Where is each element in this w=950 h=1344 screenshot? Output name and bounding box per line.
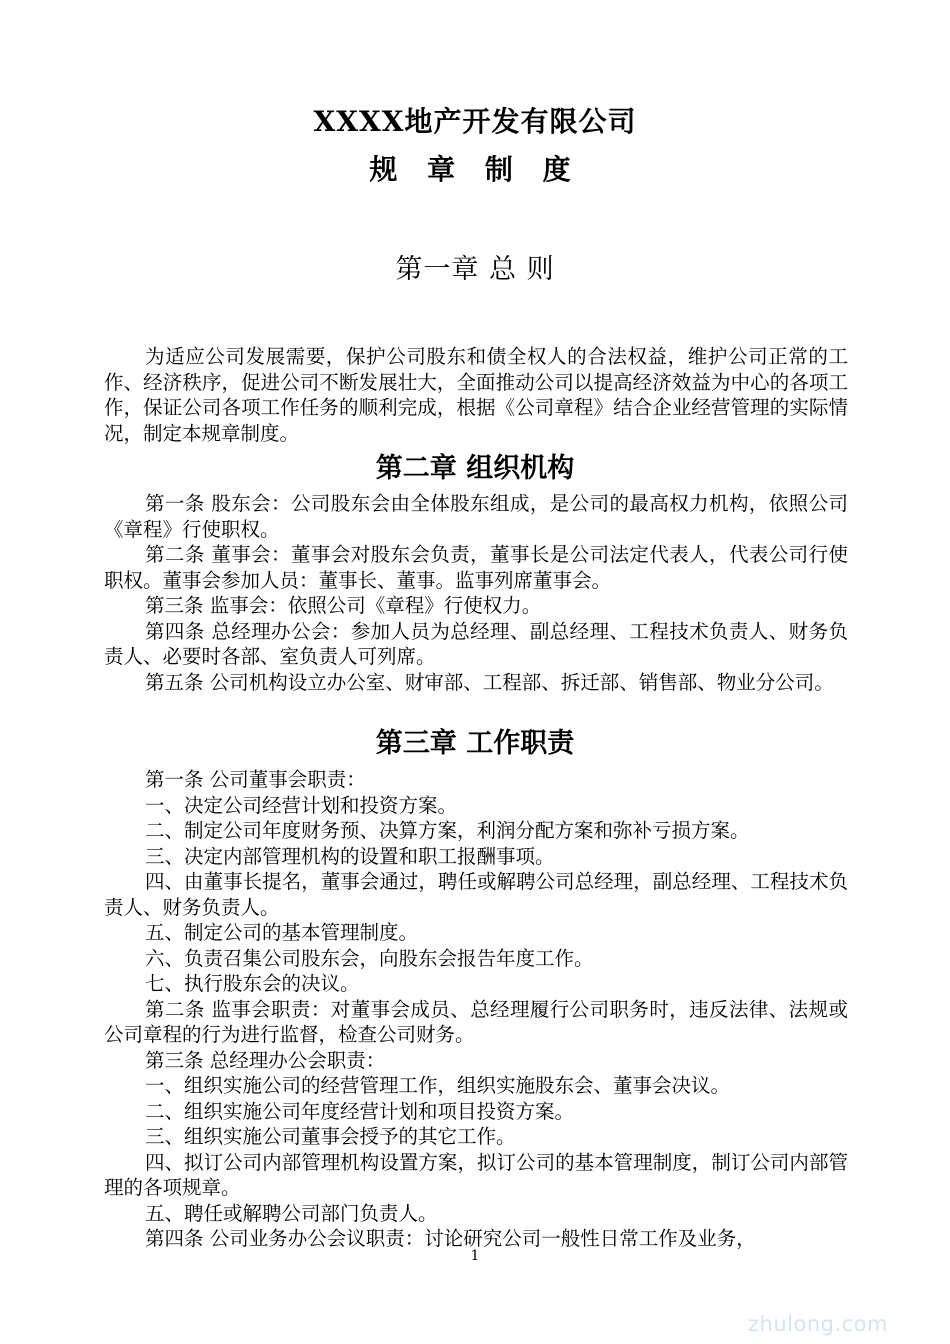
chapter-3-line: 第三条 总经理办公会职责： [145, 1048, 386, 1072]
chapter-3-line: 六、负责召集公司股东会，向股东会报告年度工作。 [145, 946, 594, 970]
chapter-3-line: 第四条 公司业务办公会议职责：讨论研究公司一般性日常工作及业务， [145, 1227, 756, 1250]
page-number: 1 [470, 1248, 480, 1264]
chapter-2-article-5: 第五条 公司机构设立办公室、财审部、工程部、拆迁部、销售部、物业分公司。 [145, 670, 834, 694]
chapter-3-line: 四、由董事长提名，董事会通过，聘任或解聘公司总经理，副总经理、工程技术负责人、财务负责人。 [104, 870, 848, 919]
chapter-3-line: 二、制定公司年度财务预、决算方案，利润分配方案和弥补亏损方案。 [145, 819, 750, 842]
intro-paragraph: 为适应公司发展需要，保护公司股东和债全权人的合法权益，维护公司正常的工作、经济秩序，促进公司不断发展壮大，全面推动公司以提高经济效益为中心的各项工作，保证公司各项工作任务的顺利完成，根据《公司章程》结合企业经营管理的实际情况，制定本规章制度。 [104, 345, 848, 445]
chapter-3-line: 一、决定公司经营计划和投资方案。 [145, 793, 458, 817]
chapter-2-article-2: 第二条 董事会：董事会对股东会负责，董事长是公司法定代表人，代表公司行使职权。董事会参加人员：董事长、董事。监事列席董事会。 [104, 543, 848, 592]
company-title: XXXX地产开发有限公司 [313, 105, 637, 138]
chapter-3-line: 五、聘任或解聘公司部门负责人。 [145, 1201, 438, 1225]
chapter-3-line: 五、制定公司的基本管理制度。 [145, 921, 419, 944]
chapter-3-line: 第一条 公司董事会职责： [145, 768, 366, 791]
chapter-3-line: 三、决定内部管理机构的设置和职工报酬事项。 [145, 844, 555, 868]
chapter-2-article-4: 第四条 总经理办公会：参加人员为总经理、副总经理、工程技术负责人、财务负责人、必要时各部、室负责人可列席。 [104, 619, 848, 668]
chapter-3-body [104, 767, 848, 1252]
chapter-3-line: 七、执行股东会的决议。 [145, 972, 360, 995]
watermark: zhulong.com [748, 1312, 888, 1336]
chapter-3-line: 第二条 监事会职责：对董事会成员、总经理履行公司职务时，违反法律、法规或公司章程的行为进行监督，检查公司财务。 [104, 997, 848, 1046]
chapter-3-line: 二、组织实施公司年度经营计划和项目投资方案。 [145, 1099, 575, 1123]
document-title: 规 章 制 度 [369, 153, 581, 186]
chapter-1-title: 第一章 总 则 [395, 254, 555, 285]
chapter-2-article-3: 第三条 监事会：依照公司《章程》行使权力。 [145, 594, 542, 617]
chapter-3-line: 一、组织实施公司的经营管理工作，组织实施股东会、董事会决议。 [145, 1074, 731, 1097]
chapter-2-title: 第二章 组织机构 [375, 453, 575, 484]
chapter-3-title: 第三章 工作职责 [375, 728, 575, 759]
chapter-2-body [104, 491, 848, 695]
chapter-3-line: 三、组织实施公司董事会授予的其它工作。 [145, 1125, 516, 1148]
chapter-2-article-1: 第一条 股东会：公司股东会由全体股东组成，是公司的最高权力机构，依照公司《章程》行使职权。 [104, 492, 848, 541]
chapter-3-line: 四、拟订公司内部管理机构设置方案，拟订公司的基本管理制度，制订公司内部管理的各项规章。 [104, 1150, 848, 1199]
